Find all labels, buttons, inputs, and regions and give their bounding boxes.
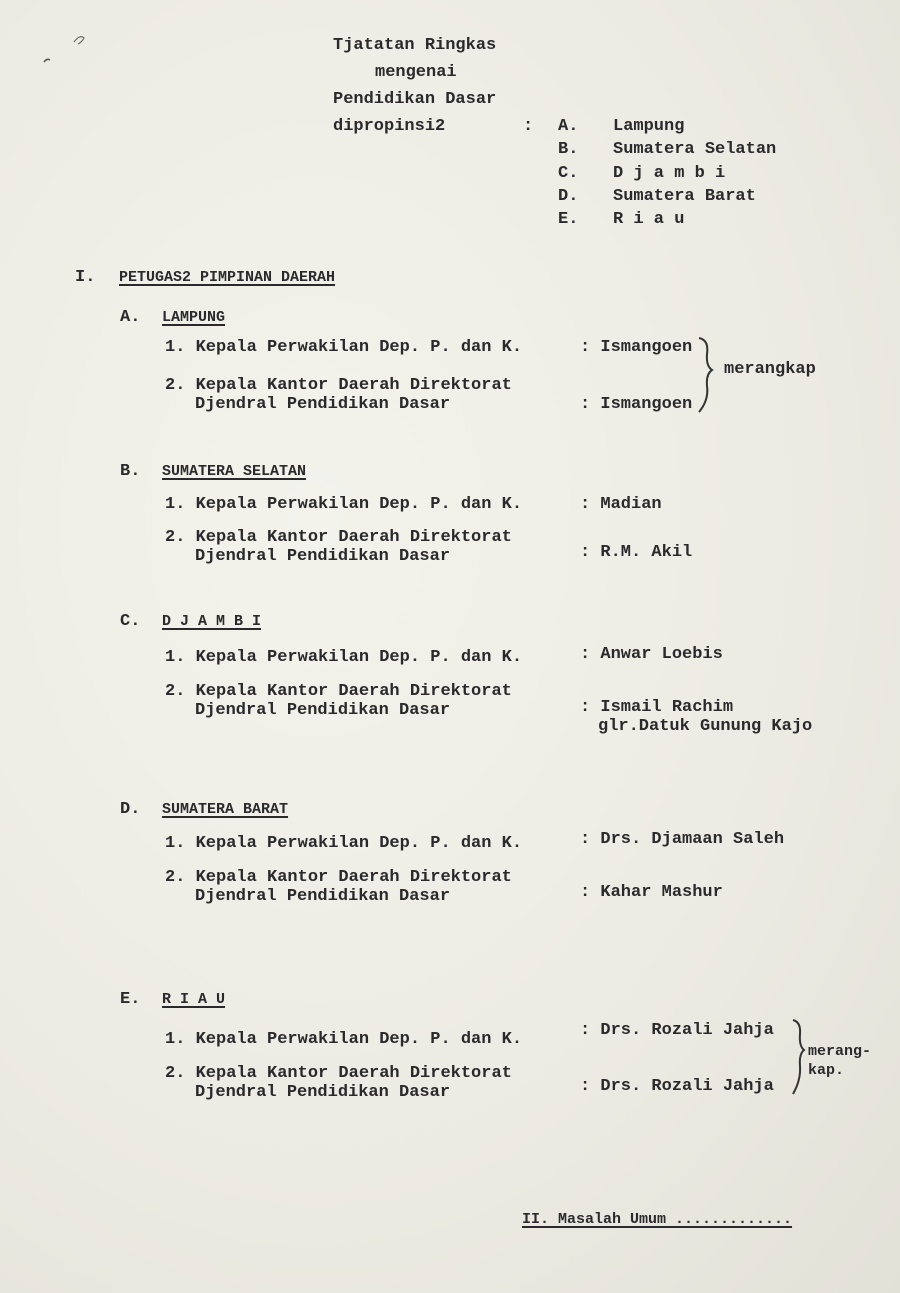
next-section-reference: II. Masalah Umum ............. xyxy=(522,1211,793,1228)
subsection-heading: LAMPUNG xyxy=(162,309,226,326)
doc-title-line-4: dipropinsi2 xyxy=(333,117,446,136)
bracket-icon xyxy=(790,1018,806,1098)
subsection-heading: SUMATERA SELATAN xyxy=(162,463,307,480)
item-2-label-line-2: Djendral Pendidikan Dasar xyxy=(195,701,451,720)
province-name: Sumatera Barat xyxy=(613,187,756,206)
item-2-label-line-2: Djendral Pendidikan Dasar xyxy=(195,1083,451,1102)
province-letter: E. xyxy=(558,210,579,229)
item-2-value-line-2: glr.Datuk Gunung Kajo xyxy=(598,717,813,736)
province-name: R i a u xyxy=(613,210,685,229)
item-1-value: : Drs. Djamaan Saleh xyxy=(580,830,785,849)
item-1-value: : Drs. Rozali Jahja xyxy=(580,1021,774,1040)
doc-title-line-2: mengenai xyxy=(375,63,457,82)
province-name: D j a m b i xyxy=(613,164,726,183)
item-2-value: : R.M. Akil xyxy=(580,543,693,562)
item-2-label-line-1: 2. Kepala Kantor Daerah Direktorat xyxy=(165,682,512,701)
item-2-label-line-1: 2. Kepala Kantor Daerah Direktorat xyxy=(165,868,512,887)
subsection-heading: SUMATERA BARAT xyxy=(162,801,289,818)
item-1-value: : Madian xyxy=(580,495,662,514)
item-2-value-line-1: : Ismail Rachim xyxy=(580,698,734,717)
merangkap-note: merangkap xyxy=(724,360,816,379)
subsection-heading: R I A U xyxy=(162,991,226,1008)
header-colon: : xyxy=(523,117,534,136)
item-1-label: 1. Kepala Perwakilan Dep. P. dan K. xyxy=(165,495,523,514)
province-letter: D. xyxy=(558,187,579,206)
item-2-label-line-1: 2. Kepala Kantor Daerah Direktorat xyxy=(165,528,512,547)
item-1-value: : Anwar Loebis xyxy=(580,645,723,664)
province-letter: C. xyxy=(558,164,579,183)
bracket-icon xyxy=(695,336,717,416)
item-1-label: 1. Kepala Perwakilan Dep. P. dan K. xyxy=(165,338,523,357)
item-2-label-line-1: 2. Kepala Kantor Daerah Direktorat xyxy=(165,376,512,395)
item-2-label-line-2: Djendral Pendidikan Dasar xyxy=(195,887,451,906)
subsection-letter: E. xyxy=(120,990,141,1009)
merangkap-note-line-1: merang- xyxy=(808,1043,872,1060)
section-1-heading: PETUGAS2 PIMPINAN DAERAH xyxy=(119,269,336,286)
province-letter: B. xyxy=(558,140,579,159)
doc-title-line-3: Pendidikan Dasar xyxy=(333,90,497,109)
item-2-label-line-2: Djendral Pendidikan Dasar xyxy=(195,547,451,566)
province-name: Lampung xyxy=(613,117,685,136)
section-1-number: I. xyxy=(75,268,96,287)
item-1-label: 1. Kepala Perwakilan Dep. P. dan K. xyxy=(165,1030,523,1049)
subsection-letter: A. xyxy=(120,308,141,327)
subsection-letter: B. xyxy=(120,462,141,481)
item-1-label: 1. Kepala Perwakilan Dep. P. dan K. xyxy=(165,648,523,667)
subsection-letter: C. xyxy=(120,612,141,631)
pencil-mark-icon xyxy=(34,24,94,69)
item-1-value: : Ismangoen xyxy=(580,338,693,357)
merangkap-note-line-2: kap. xyxy=(808,1062,845,1079)
item-2-value: : Ismangoen xyxy=(580,395,693,414)
item-2-label-line-1: 2. Kepala Kantor Daerah Direktorat xyxy=(165,1064,512,1083)
province-letter: A. xyxy=(558,117,579,136)
province-name: Sumatera Selatan xyxy=(613,140,777,159)
subsection-heading: D J A M B I xyxy=(162,613,262,630)
subsection-letter: D. xyxy=(120,800,141,819)
item-2-label-line-2: Djendral Pendidikan Dasar xyxy=(195,395,451,414)
item-2-value: : Drs. Rozali Jahja xyxy=(580,1077,774,1096)
doc-title-line-1: Tjatatan Ringkas xyxy=(333,36,497,55)
item-1-label: 1. Kepala Perwakilan Dep. P. dan K. xyxy=(165,834,523,853)
item-2-value: : Kahar Mashur xyxy=(580,883,723,902)
